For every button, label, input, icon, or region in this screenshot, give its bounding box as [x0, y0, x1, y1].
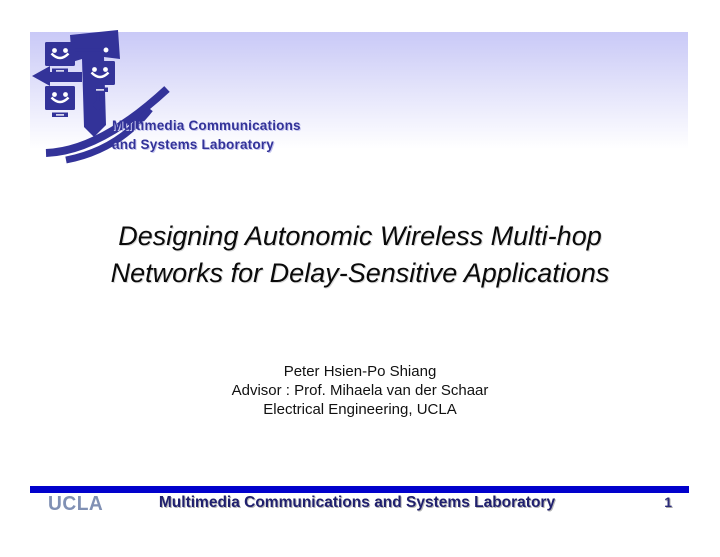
advisor-line: Advisor : Prof. Mihaela van der Schaar	[231, 382, 489, 399]
slide-page-number: 1	[664, 494, 672, 510]
logo-wordmark-line2: and Systems Laboratory	[112, 137, 274, 152]
logo-monitor-3	[45, 86, 75, 117]
footer-divider-bar	[30, 486, 689, 493]
affiliation-line: Electrical Engineering, UCLA	[263, 401, 457, 418]
logo-wordmark	[112, 116, 301, 154]
slide-subtitle	[0, 362, 720, 419]
slide-title-line1: Designing Autonomic Wireless Multi-hop	[118, 221, 602, 251]
ucla-logo: UCLA	[48, 493, 104, 515]
author-name: Peter Hsien-Po Shiang	[283, 363, 437, 380]
logo-wordmark-line1: Multimedia Communications	[112, 118, 301, 133]
slide-title	[0, 218, 720, 292]
slide-title-line2: Networks for Delay-Sensitive Applications	[110, 258, 610, 288]
footer-lab-name: Multimedia Communications and Systems Laboratory	[158, 494, 556, 511]
